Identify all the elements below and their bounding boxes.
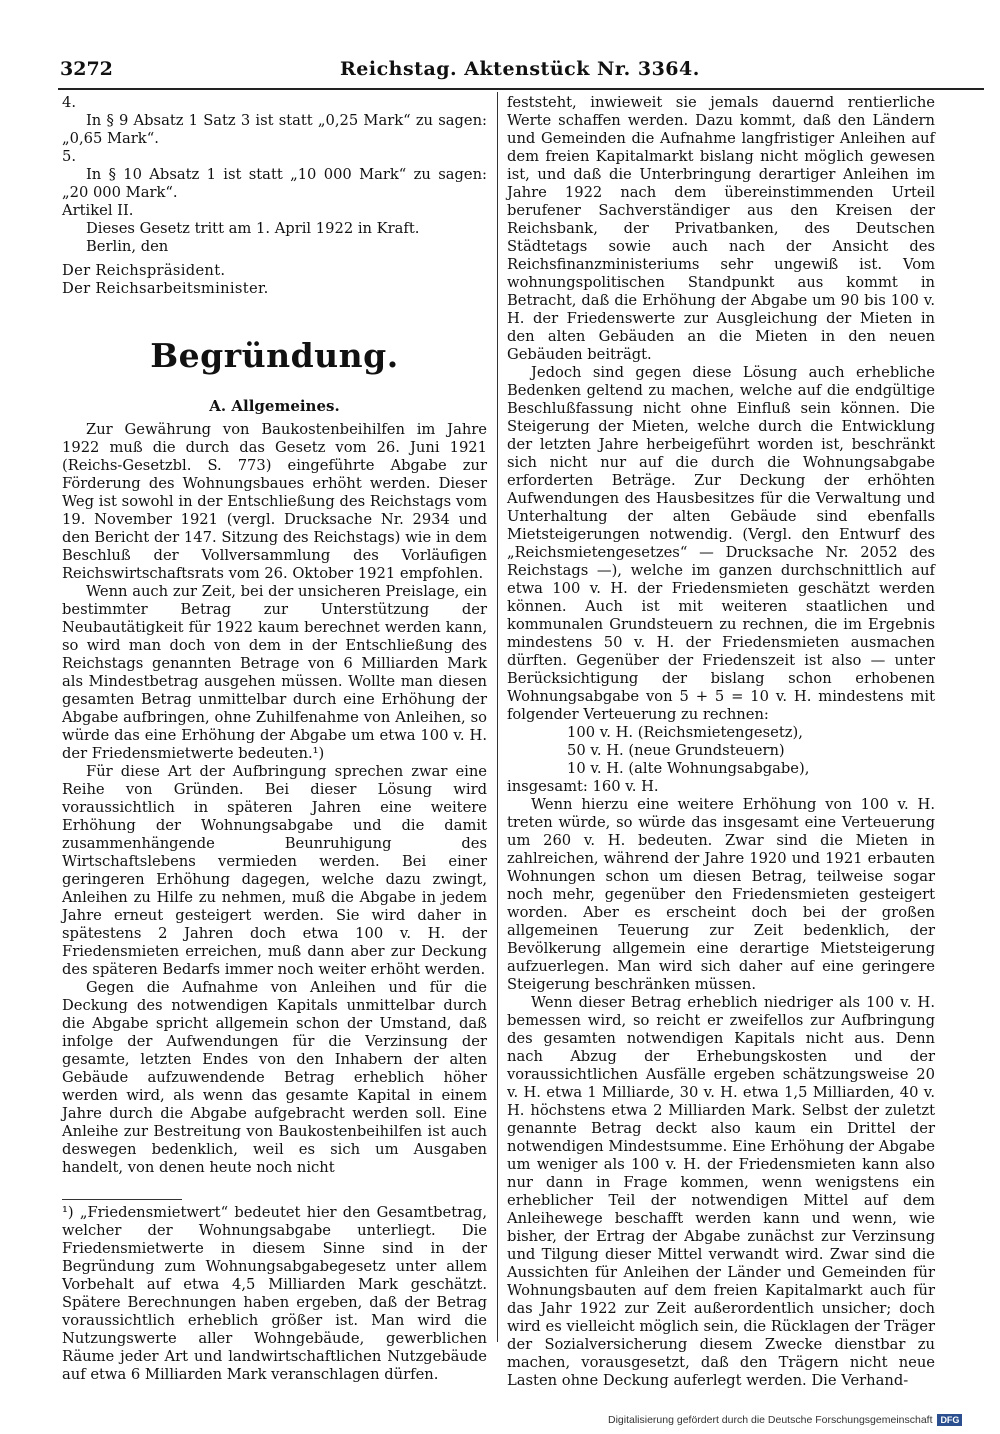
body-paragraph: Wenn auch zur Zeit, bei der unsicheren Preislage, ein bestimmter Betrag zur Unterstützung der Neubautätigkeit für 1922 kaum berechnet werden kann, so wird man doch von dem in der Entschließung des Reichstags genannten Betrage von 6 Milliarden Mark als Mindestbetrag ausgehen müssen. Wollte man diesen gesamten Betrag unmittelbar durch eine Erhöhung der Abgabe aufbringen, ohne Zuhilfenahme von Anleihen, so würde das eine Erhöhung der Abgabe um etwa 100 v. H. der Friedensmietwerte bedeuten.¹) bbox=[62, 583, 487, 762]
credit-text: Digitalisierung gefördert durch die Deutsche Forschungsgemeinschaft bbox=[608, 1414, 933, 1426]
column-divider bbox=[497, 92, 498, 1342]
list-item: 10 v. H. (alte Wohnungsabgabe), bbox=[567, 760, 810, 777]
law-paragraph: Dieses Gesetz tritt am 1. April 1922 in Kraft. bbox=[86, 220, 420, 237]
left-column bbox=[62, 94, 487, 1384]
body-paragraph: Für diese Art der Aufbringung sprechen zwar eine Reihe von Gründen. Bei dieser Lösung wird voraussichtlich in späteren Jahren eine weitere Erhöhung der Wohnungsabgabe und die damit zusammenhängende Beunruhigung des Wirtschaftslebens vermieden werden. Bei einer geringeren Erhöhung dagegen, welche dazu zwingt, Anleihen zu Hilfe zu nehmen, muß die Abgabe in jedem Jahre erneut gesteigert werden. Sie wird daher in spätestens 2 Jahren doch etwa 100 v. H. der Friedensmieten erreichen, muß dann aber zur Deckung des späteren Bedarfs immer noch weiter erhöht werden. bbox=[62, 763, 487, 978]
list-total: insgesamt: 160 v. H. bbox=[507, 778, 659, 795]
body-paragraph: Wenn hierzu eine weitere Erhöhung von 100 v. H. treten würde, so würde das insgesamt eine Verteuerung um 260 v. H. bedeuten. Zwar sind die Mieten in zahlreichen, während der Jahre 1920 und 1921 erbauten Wohnungen schon um diesen Betrag, teilweise sogar noch mehr, gegenüber den Friedensmieten gesteigert worden. Aber es erscheint doch bei der großen allgemeinen Teuerung zur Zeit bedenklich, der Bevölkerung allgemein eine derartige Mietsteigerung aufzuerlegen. Man wird sich daher auf eine geringere Steigerung beschränken müssen. bbox=[507, 796, 935, 993]
signature-minister: Der Reichsarbeitsminister. bbox=[62, 280, 269, 297]
body-paragraph: Zur Gewährung von Baukostenbeihilfen im Jahre 1922 muß die durch das Gesetz vom 26. Juni 1921 (Reichs-Gesetzbl. S. 773) eingeführte Abgabe zur Förderung des Wohnungsbaues erhöht werden. Dieser Weg ist sowohl in der Entschließung des Reichstags vom 19. November 1921 (vergl. Drucksache Nr. 2934 und den Bericht der 147. Sitzung des Reichstags) wie in dem Beschluß der Vollversammlung des Vorläufigen Reichswirtschaftsrats vom 26. Oktober 1921 empfohlen. bbox=[62, 421, 487, 582]
article-heading: Artikel II. bbox=[62, 202, 134, 219]
body-paragraph: Wenn dieser Betrag erheblich niedriger als 100 v. H. bemessen wird, so reicht er zweifellos zur Aufbringung des gesamten notwendigen Kapitals nicht aus. Denn nach Abzug der Erhebungskosten und der voraussichtlichen Ausfälle ergeben schätzungsweise 20 v. H. etwa 1 Milliarde, 30 v. H. etwa 1,5 Milliarden, 40 v. H. höchstens etwa 2 Milliarden Mark. Selbst der zuletzt genannte Betrag deckt also kaum ein Drittel der notwendigen Mindestsumme. Eine Erhöhung der Abgabe um weniger als 100 v. H. der Friedensmieten kann also nur dann in Frage kommen, wenn wenigstens ein erheblicher Teil der notwendigen Mittel auf dem Anleihewege beschafft werden kann und wenn, wie bisher, der Ertrag der Abgabe zunächst zur Verzinsung und Tilgung dieser Mittel verwandt wird. Zwar sind die Aussichten für Anleihen der Länder und Gemeinden für Wohnungsbauten auf dem freien Kapitalmarkt auch für das Jahr 1922 zur Zeit außerordentlich unsicher; doch wird es vielleicht möglich sein, die Rücklagen der Träger der Sozialversicherung diesem Zwecke dienstbar zu machen, vorausgesetzt, daß den Trägern nicht neue Lasten ohne Deckung auferlegt werden. Die Verhand- bbox=[507, 994, 935, 1389]
list-item: 100 v. H. (Reichsmietengesetz), bbox=[567, 724, 803, 741]
running-title: Reichstag. Aktenstück Nr. 3364. bbox=[340, 58, 700, 80]
header-rule bbox=[58, 88, 984, 90]
dfg-logo: DFG bbox=[937, 1414, 962, 1426]
section-heading: Begründung. bbox=[150, 336, 399, 375]
signature-president: Der Reichspräsident. bbox=[62, 262, 226, 279]
footnote-rule bbox=[62, 1199, 182, 1200]
law-paragraph: In § 10 Absatz 1 ist statt „10 000 Mark“ zu sagen: „20 000 Mark“. bbox=[62, 166, 487, 201]
body-paragraph: feststeht, inwieweit sie jemals dauernd rentierliche Werte schaffen werden. Dazu kommt, daß den Ländern und Gemeinden die Aufnahme langfristiger Anleihen auf dem freien Kapitalmarkt bislang nicht möglich gewesen ist, und daß die Unterbringung derartiger Anleihen im Jahre 1922 nach dem übereinstimmenden Urteil berufener Sachverständiger aus den Kreisen der Reichsbank, der Privatbanken, des Deutschen Städtetags sowie auch nach der Ansicht des Reichsfinanzministeriums sehr ungewiß ist. Vom wohnungspolitischen Standpunkt aus kommt in Betracht, daß die Erhöhung der Abgabe um 90 bis 100 v. H. der Friedenswerte zur Ausgleichung der Mieten in den alten Gebäuden an die Mieten in den neuen Gebäuden beiträgt. bbox=[507, 94, 935, 363]
section-number: 4. bbox=[62, 94, 77, 111]
body-paragraph: Jedoch sind gegen diese Lösung auch erhebliche Bedenken geltend zu machen, welche auf die endgültige Beschlußfassung nicht ohne Einfluß sein können. Die Steigerung der Mieten, welche durch die Entwicklung der letzten Jahre herbeigeführt worden ist, beschränkt sich nicht nur auf die durch die Wohnungsabgabe erforderten Beträge. Zur Deckung der erhöhten Aufwendungen des Hausbesitzes für die Verwaltung und Unterhaltung der alten Gebäude sind ebenfalls Mietsteigerungen notwendig. (Vergl. den Entwurf des „Reichsmietengesetzes“ — Drucksache Nr. 2052 des Reichstags —), welche im ganzen durchschnittlich auf etwa 100 v. H. der Friedensmieten geschätzt werden können. Auch ist mit weiteren staatlichen und kommunalen Grundsteuern zu rechnen, die im Ergebnis mindestens 50 v. H. der Friedensmieten ausmachen dürften. Gegenüber der Friedenszeit ist also — unter Berücksichtigung der bislang schon erhobenen Wohnungsabgabe von 5 + 5 = 10 v. H. mindestens mit folgender Verteuerung zu rechnen: bbox=[507, 364, 935, 723]
digitization-credit bbox=[608, 1414, 962, 1426]
law-paragraph: In § 9 Absatz 1 Satz 3 ist statt „0,25 Mark“ zu sagen: „0,65 Mark“. bbox=[62, 112, 487, 147]
section-number: 5. bbox=[62, 148, 77, 165]
footnote: ¹) „Friedensmietwert“ bedeutet hier den Gesamtbetrag, welcher der Wohnungsabgabe unterliegt. Die Friedensmietwerte in diesem Sinne sind in der Begründung zum Wohnungsabgabegesetz unter allem Vorbehalt auf etwa 4,5 Milliarden Mark geschätzt. Spätere Berechnungen haben ergeben, daß der Betrag voraussichtlich erheblich größer ist. Man wird die Nutzungswerte aller Wohngebäude, gewerblichen Räume jeder Art und landwirtschaftlichen Nutzgebäude auf etwa 6 Milliarden Mark veranschlagen dürfen. bbox=[62, 1204, 487, 1383]
body-paragraph: Gegen die Aufnahme von Anleihen und für die Deckung des notwendigen Kapitals unmittelbar durch die Abgabe spricht allgemein schon der Umstand, daß infolge der Aufwendungen für die Verzinsung der gesamte, letzten Endes von den Inhabern der alten Gebäude aufzuwendende Betrag erheblich höher werden wird, als wenn das gesamte Kapital in einem Jahre durch die Abgabe aufgebracht werden soll. Eine Anleihe zur Bestreitung von Baukostenbeihilfen ist auch deswegen bedenklich, weil es sich um Ausgaben handelt, von denen heute noch nicht bbox=[62, 979, 487, 1176]
subsection-heading: A. Allgemeines. bbox=[209, 397, 340, 415]
place-date: Berlin, den bbox=[86, 238, 169, 255]
cost-list bbox=[507, 724, 935, 796]
list-item: 50 v. H. (neue Grundsteuern) bbox=[567, 742, 785, 759]
page-header bbox=[60, 58, 940, 86]
right-column bbox=[507, 94, 935, 1390]
page-number: 3272 bbox=[60, 58, 113, 80]
